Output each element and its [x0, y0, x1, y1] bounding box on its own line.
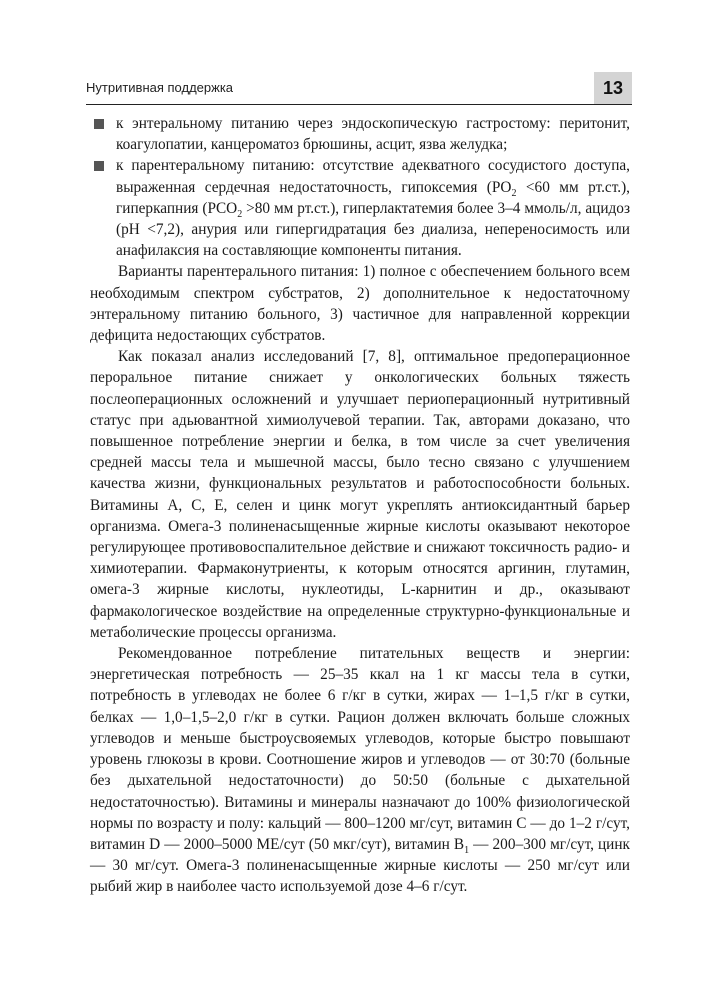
list-item-text: к парентеральному питанию: отсутствие адекватного сосудистого доступа, выраженная сердечная недостаточность, гипоксемия ($PO_2 <60$ мм рт.ст.), гиперкапния ($PCO_2 >80$ мм рт.ст.), гиперлактатемия более 3–4 ммоль/л, ацидоз (pH <7,2), анурия или гипергидратация без диализа, непереносимость или анафилаксия на составляющие компоненты питания. — [116, 157, 630, 260]
section-title: Нутритивная поддержка — [86, 80, 234, 95]
body-text — [90, 113, 630, 898]
paragraph-recommended-intake: Рекомендованное потребление питательных веществ и энергии: энергетическая потребность — 25–35 ккал на 1 кг массы тела в сутки, потребность в углеводах не более 6 г/кг в сутки, жирах — 1–1,5 г/кг в сутки, белках — 1,0–1,5–2,0 г/кг в сутки. Рацион должен включать больше сложных углеводов и меньше быстроусвояемых углеводов, которые быстро повышают уровень глюкозы в крови. Соотношение жиров и углеводов — от 30:70 (больные без дыхательной недостаточности) до 50:50 (больные с дыхательной недостаточностью). Витамины и минералы назначают до 100% физиологической нормы по возрасту и полу: кальций — 800–1200 мг/сут, витамин С — до 1–2 г/сут, витамин D — 2000–5000 МЕ/сут (50 мкг/сут), витамин $В_1$ — 200–300 мг/сут, цинк — 30 мг/сут. Омега-3 полиненасыщенные жирные кислоты — 250 мг/сут или рыбий жир в наиболее часто используемой дозе 4–6 г/сут. — [90, 645, 630, 896]
square-bullet-icon — [94, 161, 104, 171]
list-item-text: к энтеральному питанию через эндоскопическую гастростому: перитонит, коагулопатии, канцероматоз брюшины, асцит, язва желудка; — [116, 115, 630, 154]
list-item — [90, 155, 630, 261]
page-number: 13 — [594, 72, 632, 104]
running-header — [86, 78, 632, 105]
paragraph-research-analysis: Как показал анализ исследований [7, 8], оптимальное предоперационное пероральное питание снижает у онкологических больных тяжесть послеоперационных осложнений и улучшает периоперационный нутритивный статус при адьювантной химиолучевой терапии. Так, авторами доказано, что повышенное потребление энергии и белка, в том числе за счет увеличения средней массы тела и мышечной массы, было тесно связано с улучшением качества жизни, функциональных результатов и работоспособности больных. Витамины А, С, Е, селен и цинк могут укреплять антиоксидантный барьер организма. Омега-3 полиненасыщенные жирные кислоты оказывают некоторое регулирующее противовоспалительное действие и снижают токсичность радио- и химиотерапии. Фармаконутриенты, к которым относятся аргинин, глутамин, омега-3 жирные кислоты, нуклеотиды, L-карнитин и др., оказывают фармакологическое воздействие на определенные структурно-функциональные и метаболические процессы организма. — [90, 348, 630, 641]
contraindications-list — [90, 113, 630, 261]
list-item — [90, 113, 630, 155]
square-bullet-icon — [94, 119, 104, 129]
paragraph-parenteral-variants: Варианты парентерального питания: 1) полное с обеспечением больного всем необходимым спектром субстратов, 2) дополнительное к недостаточному энтеральному питанию больного, 3) частичное для направленной коррекции дефицита недостающих субстратов. — [90, 263, 630, 345]
